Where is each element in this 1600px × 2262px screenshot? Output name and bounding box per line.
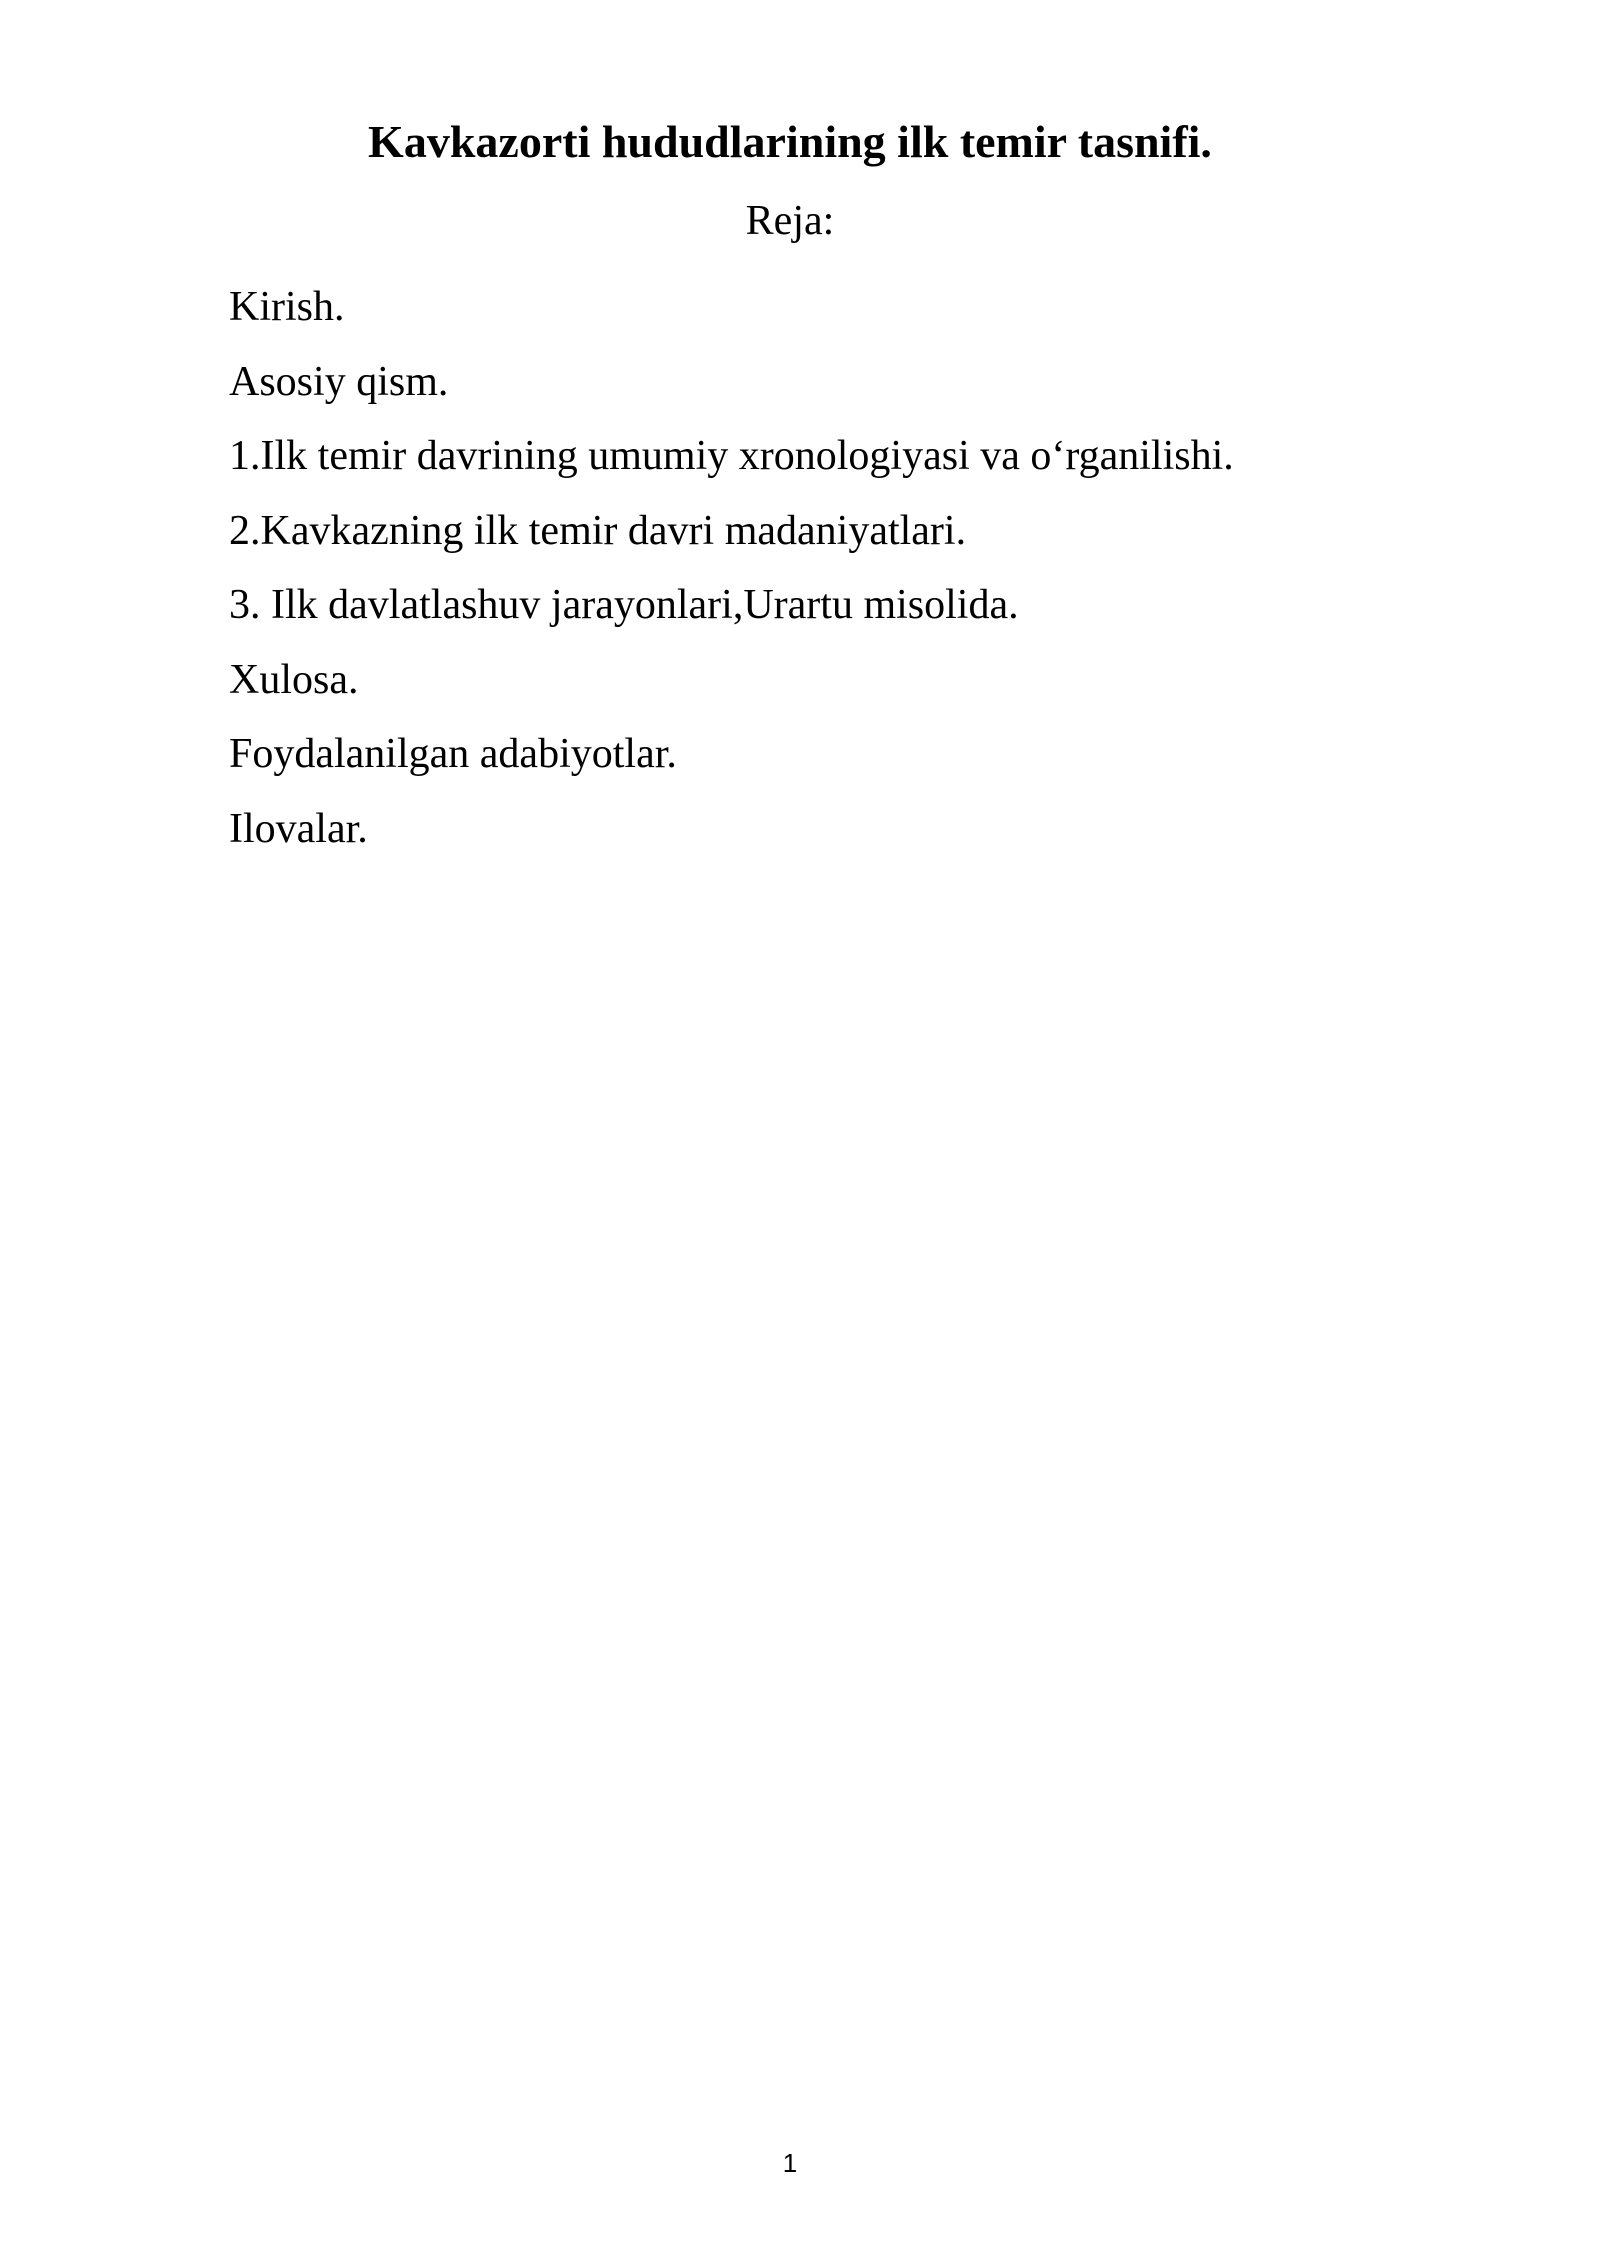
plan-outline bbox=[229, 270, 1429, 866]
outline-item-introduction: Kirish. bbox=[229, 284, 345, 330]
outline-item-references: Foydalanilgan adabiyotlar. bbox=[229, 731, 677, 777]
outline-item-statehood: 3. Ilk davlatlashuv jarayonlari,Urartu misolida. bbox=[229, 582, 1019, 628]
outline-item-cultures: 2.Kavkazning ilk temir davri madaniyatlari. bbox=[229, 507, 967, 554]
outline-item-appendices: Ilovalar. bbox=[229, 805, 368, 852]
outline-item-chronology: 1.Ilk temir davrining umumiy xronologiyasi va o‘rganilishi. bbox=[229, 433, 1234, 479]
page-number: 1 bbox=[782, 2148, 798, 2178]
outline-item-main-part: Asosiy qism. bbox=[229, 358, 449, 405]
plan-heading: Reja: bbox=[745, 198, 835, 244]
outline-item-conclusion: Xulosa. bbox=[229, 656, 359, 703]
document-title: Kavkazorti hududlarining ilk temir tasnifi. bbox=[368, 116, 1212, 167]
